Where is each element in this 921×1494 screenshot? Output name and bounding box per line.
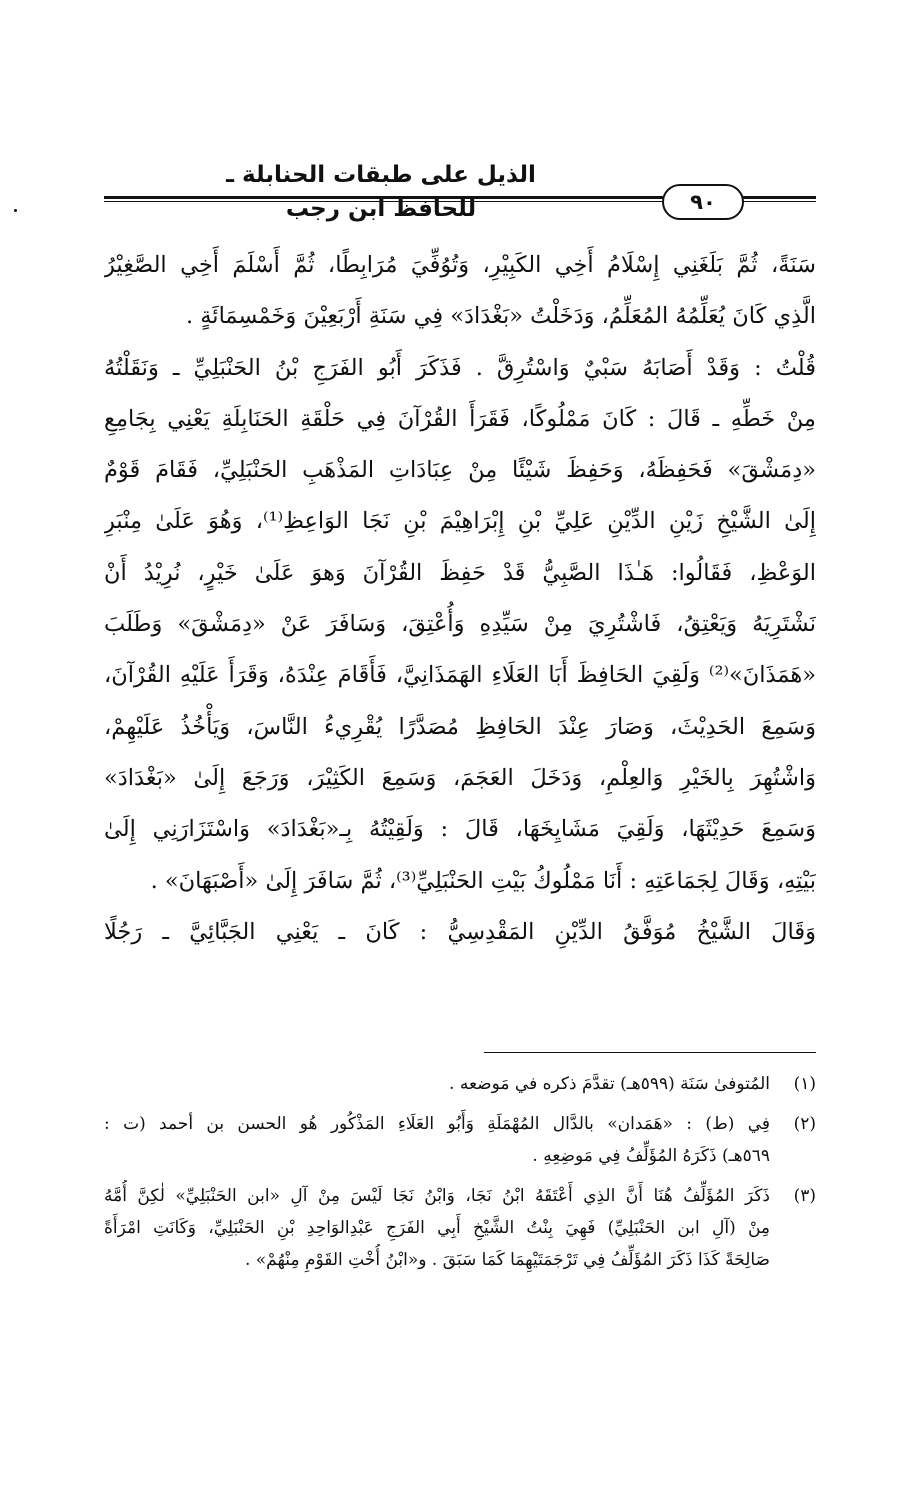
footnote-text: المُتوفىٰ سَنَة (٥٩٩هـ) تقدَّمَ ذكره في مَوضعه . — [449, 1074, 770, 1094]
text-line: بَيْتِهِ، وَقَالَ لِجَمَاعَتِهِ : أَنَا مَمْلُوكُ بَيْتِ الحَنْبَلِيِّ⁽³⁾، ثُمَّ سَافَرَ إِلَىٰ «أَصْبَهَانَ» . — [150, 867, 816, 894]
footnote-separator — [484, 1052, 816, 1053]
text-line: وَقَالَ الشَّيْخُ مُوَفَّقُ الدِّيْنِ المَقْدِسِيُّ : كَانَ ـ يَعْنِي الجَبَّائِيَّ ـ رَجُلًا — [104, 918, 816, 945]
text-line: سَنَةً، ثُمَّ بَلَغَنِي إِسْلَامُ أَخِي الكَبِيْرِ، وَتُوُفِّيَ مُرَابِطًا، ثُمَّ أَسْلَمَ أَخِي الصَّغِيْرُ — [104, 252, 816, 278]
running-title: الذيل على طبقات الحنابلة ـ للحافظ ابن رجب — [226, 162, 536, 222]
text-line: مِنْ خَطِّهِ ـ قَالَ : كَانَ مَمْلُوكًا، فَقَرَأَ القُرْآنَ فِي حَلْقَةِ الحَنَابِلَةِ يَعْنِي بِجَامِعِ — [104, 405, 816, 432]
text-line: نَشْتَرِيَهُ وَيَعْتِقُ، فَاشْتُرِيَ مِنْ سَيِّدِهِ وَأُعْتِقَ، وَسَافَرَ عَنْ «دِمَشْقَ» وَطَلَبَ — [104, 611, 816, 638]
footnote-2-continued: ٥٦٩هـ) ذَكَرَهُ المُؤَلِّفُ فِي مَوضِعِهِ . — [532, 1146, 770, 1166]
footnote-3-continued: صَالِحَةً كَذَا ذَكَرَ المُؤَلِّفُ فِي تَرْجَمَتَيْهِمَا كَمَا سَبَقَ . و«ابْنُ أُخْتِ القَوْمِ مِنْهُمْ» . — [244, 1250, 770, 1270]
text-line: «دِمَشْقَ» فَحَفِظَهُ، وَحَفِظَ شَيْئًا مِنْ عِبَادَاتِ المَذْهَبِ الحَنْبَلِيِّ، فَقَامَ قَوْمٌ — [104, 457, 816, 484]
text-line: وَسَمِعَ حَدِيْثَهَا، وَلَقِيَ مَشَايِخَهَا، قَالَ : وَلَقِيْتُهُ بِـ«بَغْدَادَ» وَاسْتَزَارَنِي إِلَىٰ — [104, 816, 816, 843]
footnote-number: (١) — [793, 1074, 816, 1094]
footnote-3-continued: مِنْ (آلِ ابن الحَنْبَلِيِّ) فَهِيَ بِنْتُ الشَّيْخِ أَبِي الفَرَجِ عَبْدِالوَاحِدِ بْنِ الحَنْبَلِيِّ، وَكَانَتِ امْرَأَةً — [104, 1218, 770, 1238]
margin-dot — [14, 209, 17, 212]
footnote-1 — [104, 1068, 816, 1100]
text-line: وَسَمِعَ الحَدِيْثَ، وَصَارَ عِنْدَ الحَافِظِ مُصَدَّرًا يُقْرِيءُ النَّاسَ، وَيَأْخُذُ عَلَيْهِمْ، — [104, 713, 816, 740]
text-line: الَّذِي كَانَ يُعَلِّمُهُ المُعَلِّمُ، وَدَخَلْتُ «بَغْدَادَ» فِي سَنَةِ أَرْبَعِيْنَ وَخَمْسِمَائَةٍ . — [185, 303, 816, 330]
page-number: ٩٠ — [662, 184, 744, 220]
footnote-text: فِي (ط) : «هَمَدان» بالدَّال المُهْمَلَةِ وَأَبُو العَلَاءِ المَذْكُور هُو الحسن بن أحمد (ت : — [104, 1114, 770, 1134]
footnote-number: (٣) — [793, 1186, 816, 1206]
text-line: قُلْتُ : وَقَدْ أَصَابَهُ سَبْيٌ وَاسْتُرِقَّ . فَذَكَرَ أَبُو الفَرَجِ بْنُ الحَنْبَلِيِّ ـ وَنَقَلْتُهُ — [104, 354, 816, 381]
text-line: الوَعْظِ، فَقَالُوا: هَـٰذَا الصَّبِيُّ قَدْ حَفِظَ القُرْآنَ وَهوَ عَلَىٰ خَيْرٍ، نُرِيْدُ أَنْ — [104, 559, 816, 586]
footnote-number: (٢) — [793, 1114, 816, 1134]
header-rule — [104, 184, 816, 220]
footnote-3 — [104, 1180, 816, 1212]
main-text — [104, 240, 816, 958]
footnote-2 — [104, 1108, 816, 1140]
footnote-text: ذَكَرَ المُؤَلِّفُ هُنَا أَنَّ الذِي أَعْتَقَهُ ابْنُ نَجَا، وَابْنُ نَجَا لَيْسَ مِنْ آلِ «ابن الحَنْبَلِيِّ» لٰكِنَّ أُمَّهُ — [104, 1186, 770, 1206]
footnotes — [104, 1068, 816, 1276]
text-line: «هَمَذَانَ»⁽²⁾ وَلَقِيَ الحَافِظَ أَبَا العَلَاءِ الهَمَذَانِيَّ، فَأَقَامَ عِنْدَهُ، وَقَرَأَ عَلَيْهِ القُرْآنَ، — [104, 662, 816, 689]
text-line: إِلَىٰ الشَّيْخِ زَيْنِ الدِّيْنِ عَلِيِّ بْنِ إِبْرَاهِيْمَ بْنِ نَجَا الوَاعِظِ⁽¹⁾، وَهُوَ عَلَىٰ مِنْبَرِ — [104, 508, 816, 535]
text-line: وَاشْتُهِرَ بِالخَيْرِ وَالعِلْمِ، وَدَخَلَ العَجَمَ، وَسَمِعَ الكَثِيْرَ، وَرَجَعَ إِلَىٰ «بَغْدَادَ» — [104, 764, 816, 791]
